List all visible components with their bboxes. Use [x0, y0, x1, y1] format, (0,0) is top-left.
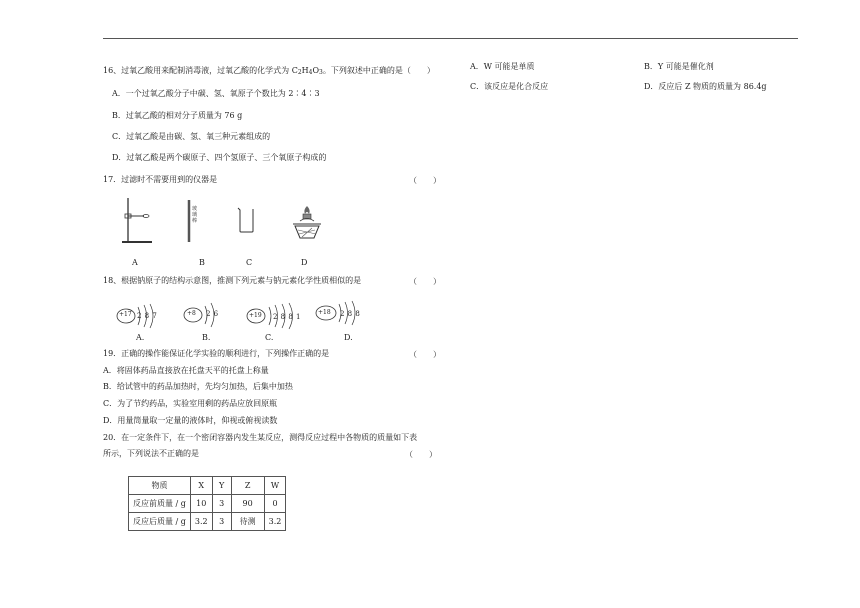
table-cell: 3 [212, 513, 231, 531]
q20-answer-paren: （ ） [405, 450, 437, 459]
q16-option-d: D．过氧乙酸是两个碳原子、四个氢原子、三个氧原子构成的 [112, 153, 327, 162]
q17-label-d: D [301, 258, 308, 267]
q16-option-b: B．过氧乙酸的相对分子质量为 76 g [112, 111, 243, 120]
q17-label-a: A [132, 258, 138, 267]
glass-rod-label: 玻璃棒 [192, 206, 198, 224]
q16-stem: 16、过氧乙酸用来配制消毒液，过氧乙酸的化学式为 $C_2H_4O_3$。下列叙述中正确的是（ ） [103, 66, 435, 76]
atom-a-label: A. [136, 333, 145, 342]
atom-b-nucleus: +8 [187, 310, 196, 317]
q17-label-b: B [199, 258, 205, 267]
atom-c-nucleus: +19 [249, 312, 262, 319]
q17-answer-paren: （ ） [409, 176, 441, 185]
table-header-cell: Z [231, 477, 264, 495]
q16-option-a: A．一个过氧乙酸分子中碳、氢、氧原子个数比为 2∶4∶3 [112, 89, 320, 98]
atom-d-shells: 2 8 8 [340, 310, 360, 318]
q17-label-c: C [246, 258, 253, 267]
table-cell: 3 [212, 495, 231, 513]
atom-d-label: D. [344, 333, 353, 342]
q19-stem: 19．正确的操作能保证化学实验的顺利进行，下列操作正确的是 [103, 349, 330, 358]
alcohol-lamp-illustration [290, 204, 324, 242]
atom-a-shells: 2 8 7 [137, 312, 157, 320]
table-header-cell: X [190, 477, 212, 495]
atom-b-shells: 2 6 [206, 310, 219, 318]
q20-stem-line2: 所示，下列说法不正确的是 [103, 449, 199, 458]
q20-option-d: D．反应后 Z 物质的质量为 86.4g [644, 82, 767, 91]
q19-option-d: D．用量筒量取一定量的液体时，仰视或俯视读数 [103, 416, 278, 425]
table-cell: 待测 [231, 513, 264, 531]
beaker-illustration [236, 206, 256, 234]
atom-d-nucleus: +18 [318, 309, 331, 316]
q18-stem: 18、根据钠原子的结构示意图，推测下列元素与钠元素化学性质相似的是 [103, 276, 362, 285]
table-cell: 90 [231, 495, 264, 513]
iron-stand-illustration [118, 196, 154, 244]
atom-c-label: C. [265, 333, 274, 342]
table-cell: 3.2 [264, 513, 286, 531]
q19-option-c: C．为了节约药品，实验室用剩的药品应放回原瓶 [103, 399, 278, 408]
table-header-row [129, 477, 286, 495]
table-cell: 10 [190, 495, 212, 513]
header-rule [103, 38, 798, 39]
atom-c-shells: 2 8 8 1 [273, 313, 301, 321]
table-cell: 3.2 [190, 513, 212, 531]
q16-option-c: C．过氧乙酸是由碳、氢、氧三种元素组成的 [112, 132, 271, 141]
mass-table [128, 476, 286, 531]
q19-option-a: A．将固体药品直接放在托盘天平的托盘上称量 [103, 366, 269, 375]
q17-stem: 17．过滤时不需要用到的仪器是 [103, 175, 218, 184]
q19-option-b: B．给试管中的药品加热时，先均匀加热，后集中加热 [103, 382, 293, 391]
q19-answer-paren: （ ） [409, 350, 441, 359]
q20-option-a: A．W 可能是单质 [470, 62, 535, 71]
q20-option-c: C．该反应是化合反应 [470, 82, 549, 91]
table-row [129, 513, 286, 531]
table-header-cell: Y [212, 477, 231, 495]
q20-stem-line1: 20．在一定条件下，在一个密闭容器内发生某反应，测得反应过程中各物质的质量如下表 [103, 433, 418, 442]
table-row [129, 495, 286, 513]
atom-a-nucleus: +17 [119, 311, 132, 318]
table-cell: 反应后质量 / g [129, 513, 191, 531]
table-header-cell: W [264, 477, 286, 495]
table-header-cell: 物质 [129, 477, 191, 495]
q18-answer-paren: （ ） [409, 277, 441, 286]
q20-option-b: B．Y 可能是催化剂 [644, 62, 714, 71]
table-cell: 反应前质量 / g [129, 495, 191, 513]
atom-b-label: B. [202, 333, 211, 342]
table-cell: 0 [264, 495, 286, 513]
